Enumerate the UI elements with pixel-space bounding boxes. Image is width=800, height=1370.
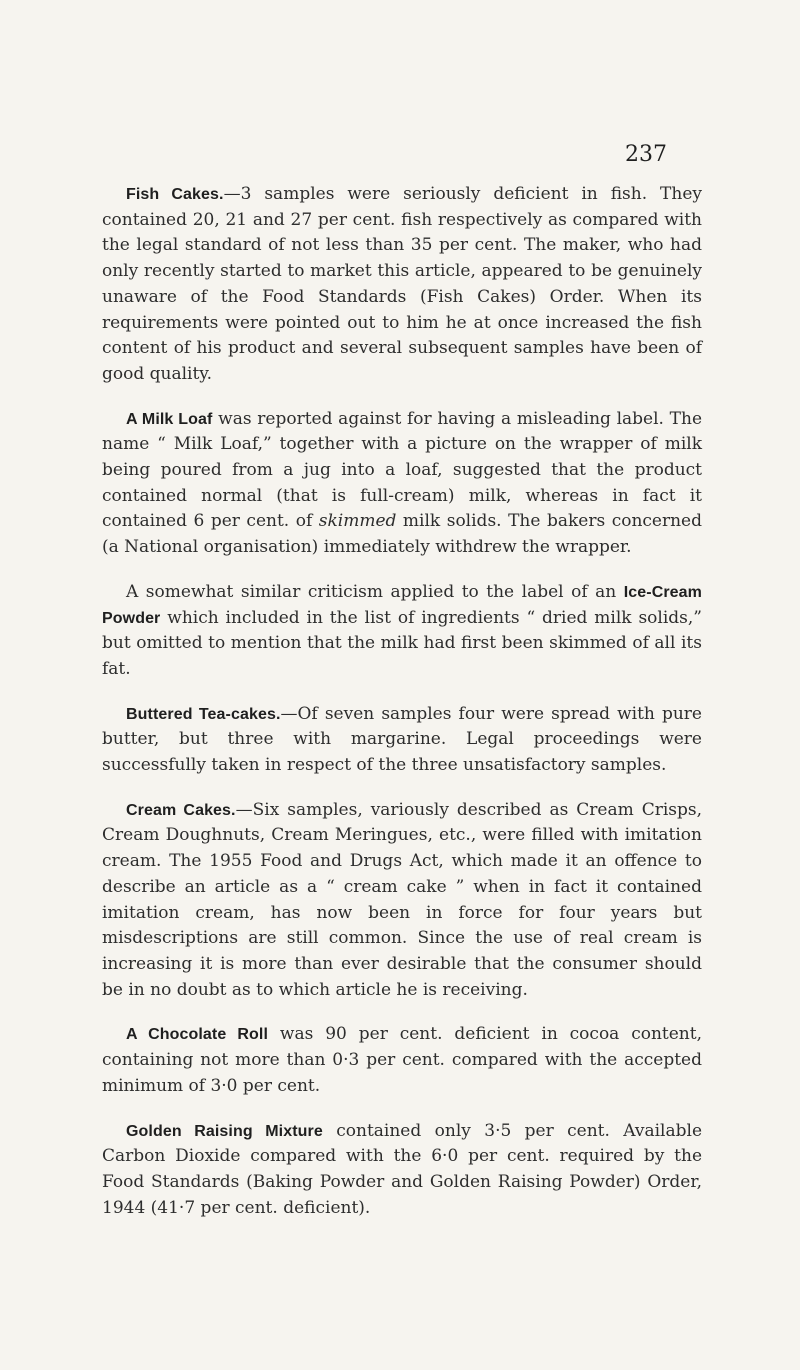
heading-buttered-tea-cakes: Buttered Tea-cakes. — [126, 705, 281, 723]
paragraph-fish-cakes — [102, 182, 702, 388]
italic-emphasis: skimmed — [318, 511, 397, 532]
paragraph-text: contained only 3·5 per cent. Available Carbon Dioxide compared with the 6·0 per cent. required by the Food Standards (Baking Powder and Golden Raising Powder) Order, 1944 (41·7 per cent. deficient). — [102, 1120, 702, 1218]
document-body — [102, 182, 702, 1221]
heading-milk-loaf: A Milk Loaf — [126, 410, 213, 428]
heading-ice-cream-powder: Ice-Cream Powder — [102, 583, 702, 627]
paragraph-text: was reported against for having a misleading label. The name “ Milk Loaf,” together with a picture on the wrapper of milk being poured from a jug into a loaf, suggested that the product contained normal (that is full-cream) milk, whereas in fact it contained 6 per cent. of — [102, 408, 703, 532]
paragraph-milk-loaf — [102, 407, 702, 561]
paragraph-ice-cream-powder — [102, 580, 702, 683]
paragraph-buttered-tea-cakes — [102, 702, 702, 779]
paragraph-text: milk solids. The bakers concerned (a National organisation) immediately withdrew the wrapper. — [102, 511, 702, 558]
heading-chocolate-roll: A Chocolate Roll — [126, 1026, 269, 1044]
paragraph-text: which included in the list of ingredients “ dried milk solids,” but omitted to mention that the milk had first been skimmed of all its fat. — [102, 607, 702, 679]
paragraph-chocolate-roll — [102, 1022, 702, 1099]
paragraph-text: —3 samples were seriously deficient in fish. They contained 20, 21 and 27 per cent. fish respectively as compared with the legal standard of not less than 35 per cent. The maker, who had only recently started to market this article, appeared to be genuinely unaware of the Food Standards (Fish Cakes) Order. When its requirements were pointed out to him he at once increased the fish content of his product and several subsequent samples have been of good quality. — [102, 184, 703, 384]
paragraph-text: A somewhat similar criticism applied to the label of an — [126, 581, 624, 602]
paragraph-text: —Six samples, variously described as Cream Crisps, Cream Doughnuts, Cream Meringues, etc., were filled with imitation cream. The 1955 Food and Drugs Act, which made it an offence to describe an article as a “ cream cake ” when in fact it contained imitation cream, has now been in force for four years but misdescriptions are still common. Since the use of real cream is increasing it is more than ever desirable that the consumer should be in no doubt as to which article he is receiving. — [102, 799, 702, 1000]
paragraph-cream-cakes — [102, 798, 702, 1004]
paragraph-golden-raising-mixture — [102, 1119, 702, 1222]
heading-fish-cakes: Fish Cakes. — [126, 186, 224, 203]
heading-golden-raising-mixture: Golden Raising Mixture — [126, 1122, 323, 1140]
heading-cream-cakes: Cream Cakes. — [126, 801, 236, 819]
page-number: 237 — [625, 142, 667, 167]
paragraph-text: —Of seven samples four were spread with pure butter, but three with margarine. Legal proceedings were successfully taken in respect of the three unsatisfactory samples. — [102, 703, 702, 776]
paragraph-text: was 90 per cent. deficient in cocoa content, containing not more than 0·3 per cent. compared with the accepted minimum of 3·0 per cent. — [102, 1024, 702, 1096]
